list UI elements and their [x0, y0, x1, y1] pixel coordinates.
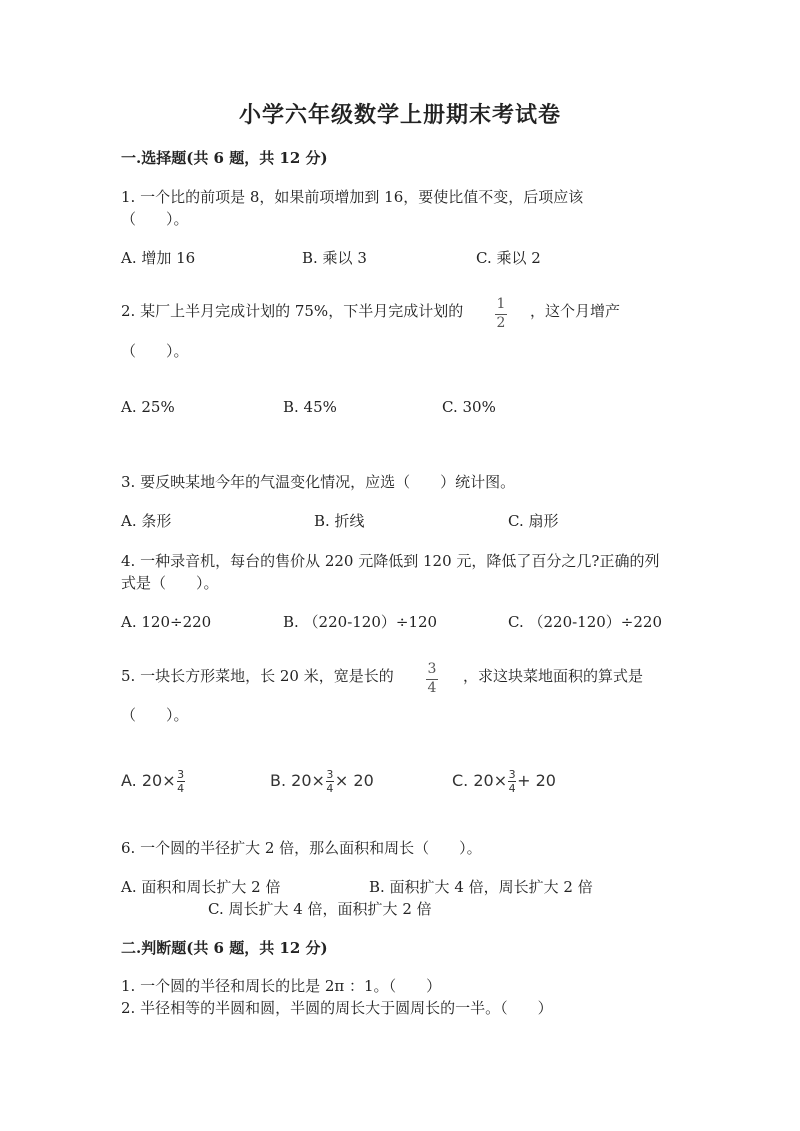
judgement-question-1: 1. 一个圆的半径和周长的比是 2π ：1。（ ）: [121, 977, 442, 995]
question-2-option-a[interactable]: A. 25%: [121, 398, 175, 416]
question-4-option-c[interactable]: C. （220-120）÷220: [508, 613, 663, 631]
section-heading-judgement: 二.判断题(共 6 题，共 12 分): [121, 939, 328, 957]
fraction-denominator: 4: [177, 782, 185, 795]
question-5-blank: （ ）。: [121, 706, 189, 724]
fraction-denominator: 4: [427, 680, 437, 696]
question-2-blank: （ ）。: [121, 342, 189, 360]
question-1-option-a[interactable]: A. 增加 16: [121, 249, 196, 267]
question-5-text-after: ，求这块菜地面积的算式是: [463, 667, 644, 685]
question-4-text: 4. 一种录音机，每台的售价从 220 元降低到 120 元，降低了百分之几?正确的列: [121, 552, 660, 570]
page-title: 小学六年级数学上册期末考试卷: [238, 102, 561, 128]
question-4-blank: 式是（ ）。: [121, 574, 219, 592]
question-3-text: 3. 要反映某地今年的气温变化情况，应选（ ）统计图。: [121, 473, 516, 491]
question-5-option-c[interactable]: [452, 766, 556, 796]
option-fraction: [326, 769, 334, 794]
question-2-text-after: ，这个月增产: [530, 302, 621, 320]
question-2-option-c[interactable]: C. 30%: [442, 398, 496, 416]
fraction-numerator: 3: [326, 768, 334, 781]
question-4-option-b[interactable]: B. （220-120）÷120: [283, 613, 438, 631]
question-3-option-c[interactable]: C. 扇形: [508, 512, 559, 530]
question-2-fraction: [495, 297, 507, 331]
judgement-question-2: 2. 半径相等的半圆和圆，半圆的周长大于圆周长的一半。（ ）: [121, 999, 553, 1017]
question-6-option-b[interactable]: B. 面积扩大 4 倍，周长扩大 2 倍: [369, 878, 593, 896]
question-1-text: 1. 一个比的前项是 8，如果前项增加到 16，要使比值不变，后项应该: [121, 188, 584, 206]
section-heading-choice: 一.选择题(共 6 题，共 12 分): [121, 149, 328, 167]
option-fraction: [177, 769, 185, 794]
question-6-option-c[interactable]: C. 周长扩大 4 倍，面积扩大 2 倍: [208, 900, 432, 918]
fraction-numerator: 3: [427, 661, 437, 677]
fraction-denominator: 4: [326, 782, 334, 795]
question-2-option-b[interactable]: B. 45%: [283, 398, 337, 416]
question-3-option-a[interactable]: A. 条形: [121, 512, 172, 530]
option-expression: A. 20×: [121, 771, 176, 790]
option-expression: B. 20×: [270, 771, 325, 790]
fraction-numerator: 3: [508, 768, 516, 781]
option-expression-tail: × 20: [334, 771, 374, 790]
option-expression: C. 20×: [452, 771, 508, 790]
question-1-option-b[interactable]: B. 乘以 3: [302, 249, 367, 267]
fraction-denominator: 2: [496, 315, 506, 331]
option-fraction: [508, 769, 516, 794]
fraction-denominator: 4: [508, 782, 516, 795]
question-1-option-c[interactable]: C. 乘以 2: [476, 249, 541, 267]
question-6-text: 6. 一个圆的半径扩大 2 倍，那么面积和周长（ ）。: [121, 839, 482, 857]
question-5-option-a[interactable]: [121, 766, 186, 796]
question-5-fraction: [426, 662, 438, 696]
question-6-option-a[interactable]: A. 面积和周长扩大 2 倍: [121, 878, 281, 896]
question-5-text: 5. 一块长方形菜地，长 20 米，宽是长的: [121, 667, 394, 685]
question-5-option-b[interactable]: [270, 766, 374, 796]
question-3-option-b[interactable]: B. 折线: [314, 512, 365, 530]
question-2-text: 2. 某厂上半月完成计划的 75%，下半月完成计划的: [121, 302, 464, 320]
question-1-blank: （ ）。: [121, 210, 189, 228]
option-expression-tail: + 20: [517, 771, 556, 790]
fraction-numerator: 1: [496, 296, 506, 312]
fraction-numerator: 3: [177, 768, 185, 781]
question-4-option-a[interactable]: A. 120÷220: [121, 613, 212, 631]
